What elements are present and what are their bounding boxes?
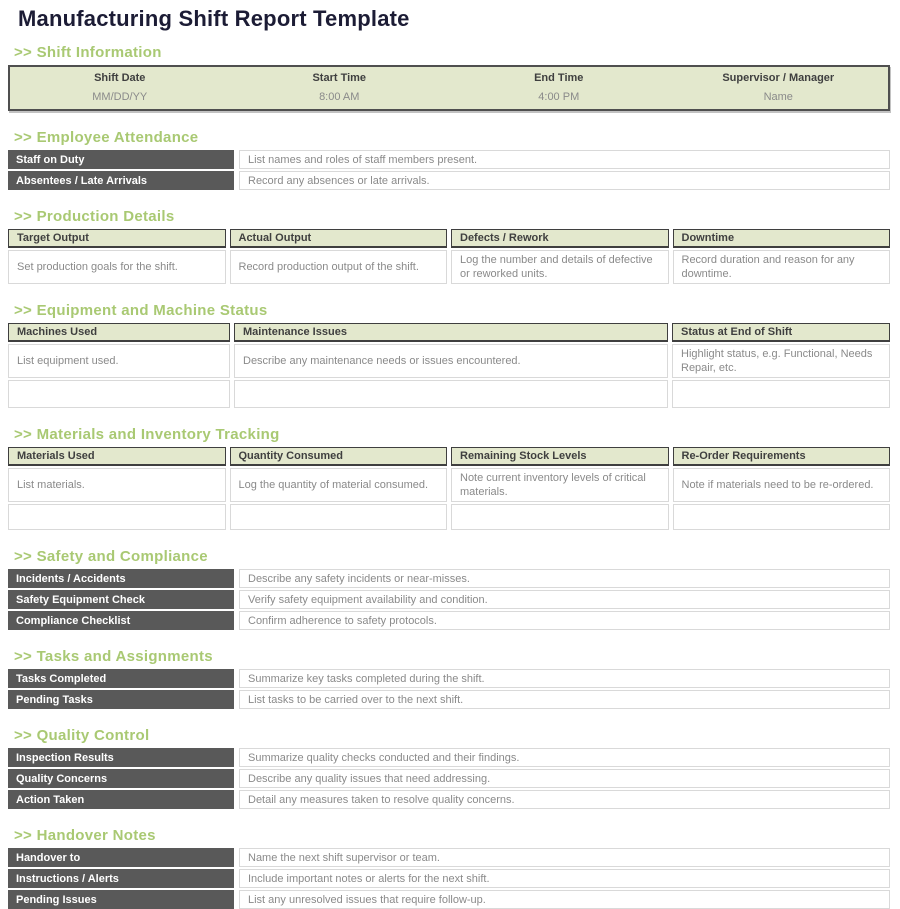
empty-cell[interactable] bbox=[451, 504, 669, 530]
cell-description[interactable]: Note current inventory levels of critical materials. bbox=[451, 468, 669, 502]
section-title-shift-information: >> Shift Information bbox=[14, 44, 162, 61]
end-time-header: End Time bbox=[534, 72, 584, 84]
row-label: Pending Tasks bbox=[8, 690, 234, 709]
section-title-quality-control: >> Quality Control bbox=[14, 727, 150, 744]
end-time-value[interactable]: 4:00 PM bbox=[538, 91, 580, 103]
cell-description[interactable]: Log the number and details of defective or reworked units. bbox=[451, 250, 669, 284]
production-details-table bbox=[8, 229, 890, 284]
cell-description[interactable]: Highlight status, e.g. Functional, Needs Repair, etc. bbox=[672, 344, 890, 378]
row-label: Staff on Duty bbox=[8, 150, 234, 169]
empty-cell[interactable] bbox=[8, 380, 230, 408]
row-label: Handover to bbox=[8, 848, 234, 867]
column-header: Re-Order Requirements bbox=[673, 447, 891, 466]
supervisor-value[interactable]: Name bbox=[763, 91, 793, 103]
tasks-assignments-table bbox=[8, 669, 890, 709]
column-header: Machines Used bbox=[8, 323, 230, 342]
start-time-header: Start Time bbox=[312, 72, 367, 84]
column-header: Downtime bbox=[673, 229, 891, 248]
row-label: Compliance Checklist bbox=[8, 611, 234, 630]
materials-inventory-table bbox=[8, 447, 890, 530]
row-label: Inspection Results bbox=[8, 748, 234, 767]
row-description[interactable]: Describe any quality issues that need addressing. bbox=[239, 769, 890, 788]
cell-description[interactable]: Set production goals for the shift. bbox=[8, 250, 226, 284]
page-title: Manufacturing Shift Report Template bbox=[18, 6, 410, 31]
cell-description[interactable]: Describe any maintenance needs or issues encountered. bbox=[234, 344, 668, 378]
shift-info-table bbox=[8, 65, 890, 111]
empty-cell[interactable] bbox=[8, 504, 226, 530]
handover-notes-table bbox=[8, 848, 890, 909]
row-description[interactable]: List tasks to be carried over to the next shift. bbox=[239, 690, 890, 709]
section-title-equipment-status: >> Equipment and Machine Status bbox=[14, 302, 268, 319]
column-header: Remaining Stock Levels bbox=[451, 447, 669, 466]
column-header: Maintenance Issues bbox=[234, 323, 668, 342]
row-label: Action Taken bbox=[8, 790, 234, 809]
row-label: Quality Concerns bbox=[8, 769, 234, 788]
empty-cell[interactable] bbox=[234, 380, 668, 408]
start-time-value[interactable]: 8:00 AM bbox=[319, 91, 360, 103]
section-title-materials-inventory: >> Materials and Inventory Tracking bbox=[14, 426, 280, 443]
row-label: Incidents / Accidents bbox=[8, 569, 234, 588]
cell-description[interactable]: Note if materials need to be re-ordered. bbox=[673, 468, 891, 502]
empty-cell[interactable] bbox=[673, 504, 891, 530]
section-title-tasks-assignments: >> Tasks and Assignments bbox=[14, 648, 213, 665]
column-header: Materials Used bbox=[8, 447, 226, 466]
employee-attendance-table bbox=[8, 150, 890, 190]
cell-description[interactable]: Log the quantity of material consumed. bbox=[230, 468, 448, 502]
quality-control-table bbox=[8, 748, 890, 809]
row-description[interactable]: Summarize key tasks completed during the shift. bbox=[239, 669, 890, 688]
cell-description[interactable]: List equipment used. bbox=[8, 344, 230, 378]
shift-date-value[interactable]: MM/DD/YY bbox=[92, 91, 148, 103]
row-description[interactable]: Summarize quality checks conducted and their findings. bbox=[239, 748, 890, 767]
column-header: Defects / Rework bbox=[451, 229, 669, 248]
row-label: Instructions / Alerts bbox=[8, 869, 234, 888]
column-header: Target Output bbox=[8, 229, 226, 248]
cell-description[interactable]: Record production output of the shift. bbox=[230, 250, 448, 284]
section-title-safety-compliance: >> Safety and Compliance bbox=[14, 548, 208, 565]
row-description[interactable]: Detail any measures taken to resolve quality concerns. bbox=[239, 790, 890, 809]
empty-cell[interactable] bbox=[230, 504, 448, 530]
section-title-production-details: >> Production Details bbox=[14, 208, 175, 225]
row-description[interactable]: Describe any safety incidents or near-misses. bbox=[239, 569, 890, 588]
cell-description[interactable]: List materials. bbox=[8, 468, 226, 502]
section-title-handover-notes: >> Handover Notes bbox=[14, 827, 156, 844]
column-header: Quantity Consumed bbox=[230, 447, 448, 466]
row-description[interactable]: List names and roles of staff members present. bbox=[239, 150, 890, 169]
equipment-status-table bbox=[8, 323, 890, 408]
row-description[interactable]: Verify safety equipment availability and condition. bbox=[239, 590, 890, 609]
row-label: Tasks Completed bbox=[8, 669, 234, 688]
shift-date-header: Shift Date bbox=[94, 72, 146, 84]
row-label: Pending Issues bbox=[8, 890, 234, 909]
cell-description[interactable]: Record duration and reason for any downtime. bbox=[673, 250, 891, 284]
row-label: Absentees / Late Arrivals bbox=[8, 171, 234, 190]
column-header: Status at End of Shift bbox=[672, 323, 890, 342]
empty-cell[interactable] bbox=[672, 380, 890, 408]
row-description[interactable]: Name the next shift supervisor or team. bbox=[239, 848, 890, 867]
column-header: Actual Output bbox=[230, 229, 448, 248]
row-description[interactable]: Confirm adherence to safety protocols. bbox=[239, 611, 890, 630]
safety-compliance-table bbox=[8, 569, 890, 630]
row-description[interactable]: List any unresolved issues that require follow-up. bbox=[239, 890, 890, 909]
supervisor-header: Supervisor / Manager bbox=[722, 72, 835, 84]
row-description[interactable]: Record any absences or late arrivals. bbox=[239, 171, 890, 190]
row-description[interactable]: Include important notes or alerts for the next shift. bbox=[239, 869, 890, 888]
row-label: Safety Equipment Check bbox=[8, 590, 234, 609]
section-title-employee-attendance: >> Employee Attendance bbox=[14, 129, 199, 146]
